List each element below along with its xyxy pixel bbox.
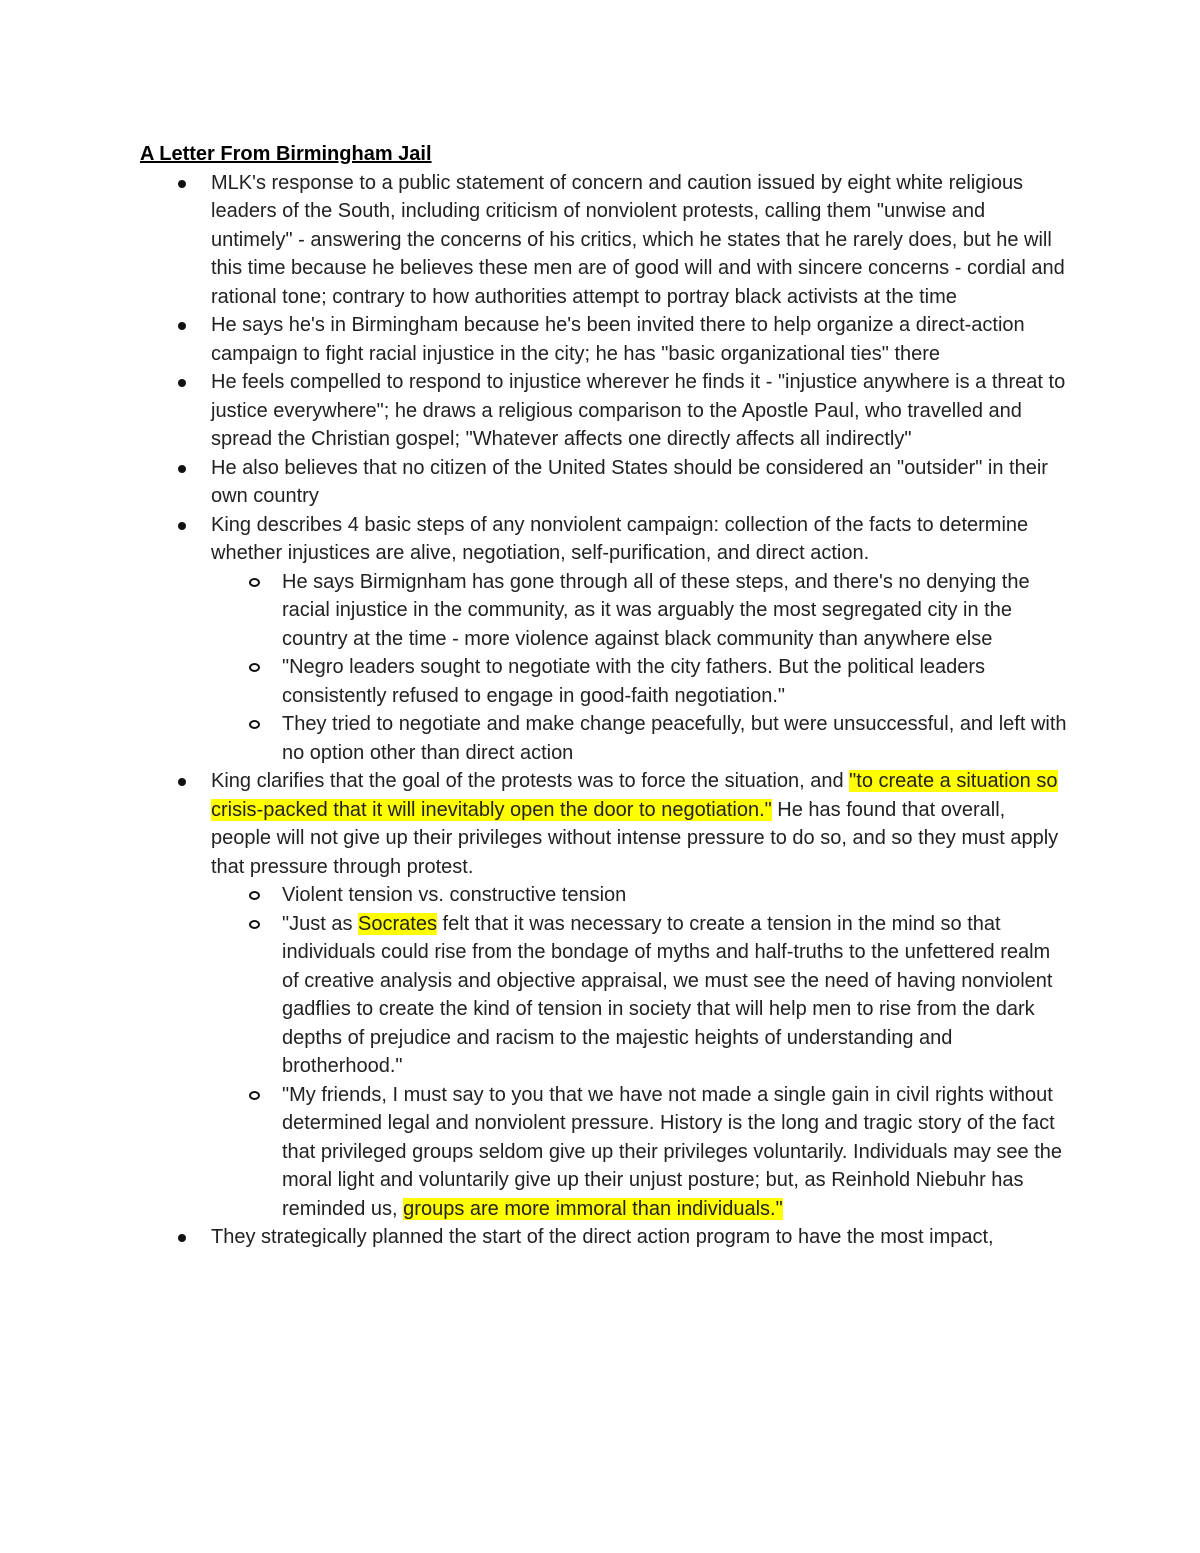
list-item-text: He says he's in Birmingham because he's been invited there to help organize a direct-action campaign to fight racial injustice in the city; he has "basic organizational ties" there <box>211 314 1025 365</box>
text-run: felt that it was necessary to create a tension in the mind so that individuals could rise from the bondage of myths and half-truths to the unfettered realm of creative analysis and objective appraisal, we must see the need of having nonviolent gadflies to create the kind of tension in society that will help men to rise from the dark depths of prejudice and racism to the majestic heights of understanding and brotherhood." <box>282 912 1053 1077</box>
document-title: A Letter From Birmingham Jail <box>140 143 432 165</box>
hollow-bullet-icon <box>249 663 260 672</box>
highlighted-text: groups are more immoral than individuals." <box>403 1197 783 1220</box>
filled-bullet-icon <box>178 379 186 387</box>
hollow-bullet-icon <box>249 1091 260 1100</box>
highlighted-text: Socrates <box>358 912 437 935</box>
sub-bullet-list <box>140 881 1070 1223</box>
list-item-text: He feels compelled to respond to injustice wherever he finds it - "injustice anywhere is a threat to justice everywhere"; he draws a religious comparison to the Apostle Paul, who travelled and spread the Christian gospel; "Whatever affects one directly affects all indirectly" <box>211 371 1066 450</box>
text-run: He has found that overall, people will not give up their privileges without intense pressure to do so, and so they must apply that pressure through protest. <box>211 798 1059 878</box>
highlighted-text: "to create a situation so crisis-packed that it will inevitably open the door to negotiation." <box>211 770 1058 821</box>
list-item <box>140 767 1070 1223</box>
text-run: "Just as <box>282 912 359 935</box>
text-run: "My friends, I must say to you that we have not made a single gain in civil rights without determined legal and nonviolent pressure. History is the long and tragic story of the fact that privileged groups seldom give up their privileges voluntarily. Individuals may see the moral light and voluntarily give up their unjust posture; but, as Reinhold Niebuhr has reminded us, <box>282 1083 1063 1220</box>
filled-bullet-icon <box>178 465 186 473</box>
list-item <box>140 169 1070 312</box>
filled-bullet-icon <box>178 778 186 786</box>
list-item <box>140 511 1070 768</box>
hollow-bullet-icon <box>249 578 260 587</box>
sub-list-item-text: He says Birmignham has gone through all of these steps, and there's no denying the racial injustice in the community, as it was arguably the most segregated city in the country at the time - more violence against black community than anywhere else <box>282 570 1030 650</box>
filled-bullet-icon <box>178 322 186 330</box>
list-item <box>140 1223 1070 1252</box>
sub-list-item <box>211 881 1070 910</box>
list-item-text: MLK's response to a public statement of concern and caution issued by eight white religious leaders of the South, including criticism of nonviolent protests, calling them "unwise and untimely" - answering the concerns of his critics, which he states that he rarely does, but he will this time because he believes these men are of good will and with sincere concerns - cordial and rational tone; contrary to how authorities attempt to portray black activists at the time <box>211 171 1065 308</box>
sub-list-item <box>211 653 1070 710</box>
sub-list-item-text <box>282 913 1052 1078</box>
hollow-bullet-icon <box>249 891 260 900</box>
sub-list-item <box>211 1081 1070 1224</box>
filled-bullet-icon <box>178 1234 186 1242</box>
list-item <box>140 454 1070 511</box>
sub-list-item <box>211 910 1070 1081</box>
sub-list-item <box>211 568 1070 654</box>
sub-list-item-text: Violent tension vs. constructive tension <box>282 884 627 906</box>
list-item-text: They strategically planned the start of the direct action program to have the most impact, <box>211 1226 994 1248</box>
bullet-list <box>140 169 1070 1252</box>
hollow-bullet-icon <box>249 720 260 729</box>
list-item-text: He also believes that no citizen of the United States should be considered an "outsider" in their own country <box>211 456 1048 507</box>
sub-list-item-text <box>282 1084 1062 1220</box>
filled-bullet-icon <box>178 522 186 530</box>
sub-list-item-text: "Negro leaders sought to negotiate with the city fathers. But the political leaders consistently refused to engage in good-faith negotiation." <box>282 656 986 707</box>
list-item-text <box>211 770 1058 878</box>
list-item-text: King describes 4 basic steps of any nonviolent campaign: collection of the facts to determine whether injustices are alive, negotiation, self-purification, and direct action. <box>211 513 1029 564</box>
list-item <box>140 368 1070 454</box>
filled-bullet-icon <box>178 180 186 188</box>
sub-bullet-list <box>140 568 1070 768</box>
document-body <box>140 140 1070 1252</box>
sub-list-item <box>211 710 1070 767</box>
hollow-bullet-icon <box>249 920 260 929</box>
list-item <box>140 311 1070 368</box>
text-run: King clarifies that the goal of the protests was to force the situation, and <box>211 770 850 792</box>
sub-list-item-text: They tried to negotiate and make change peacefully, but were unsuccessful, and left with no option other than direct action <box>282 713 1067 764</box>
